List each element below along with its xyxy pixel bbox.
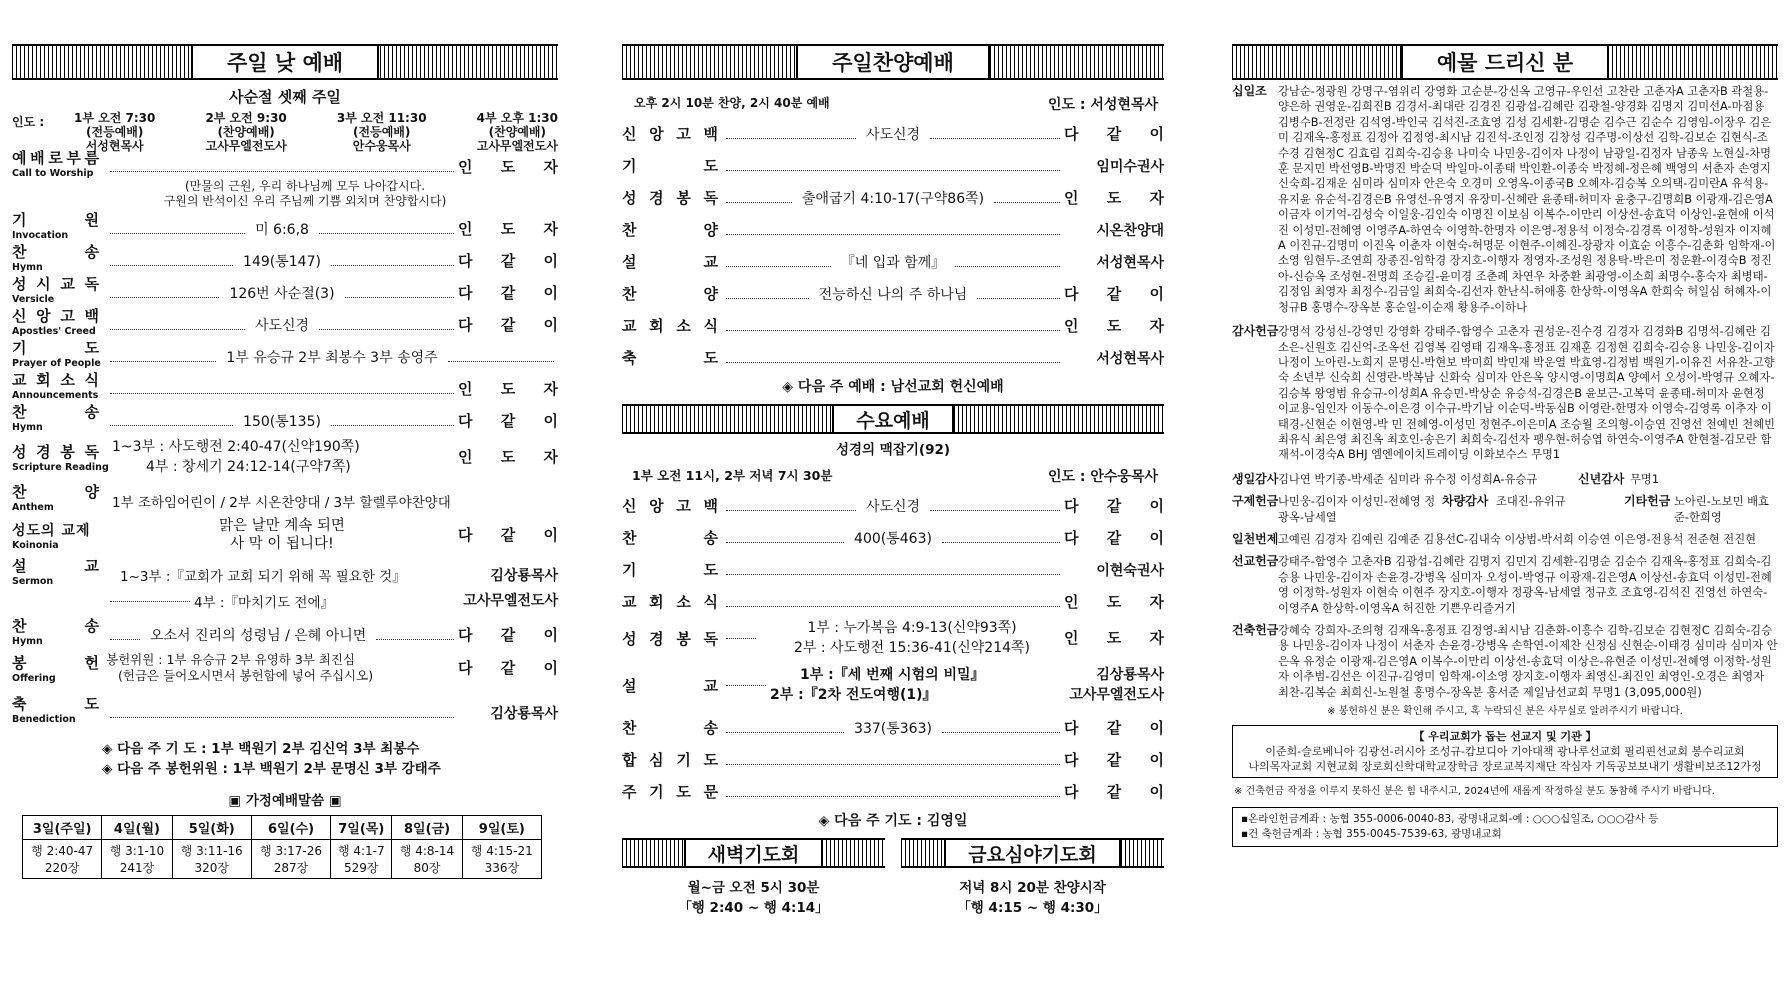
day-header: 7일(목) bbox=[331, 816, 392, 840]
tithe-group: 십일조 강남순-정광원 강명구-염위리 강영화 고순분-강신옥 고영규-우인선 고찬란 고춘자A 고춘자B 곽철용-양은하 권영운-김희진B 김경서-최대란 김경진 김광섭-김혜란 김광철-양경화 김명지 김미선A-마점용 김병수B-전정란 김석영-박인국 김석진-조효영 김성 김세환-김명순 김수근 김순수 김영임-이장우 김은미 김재옥-홍정표 김정아 김정영-최시남 김진석-조인정 김창성 김주명-이상선 김학-김보순 김현식-조수경 김현정C 김효림 김희숙-김승용 나미숙 나민웅-김이자 나정이 남광일-김정자 남종욱 노현실-차명훈 문지민 박선영B-박명진 박순덕 박일마-이종태 박인환-이종숙 박정혜-정은혜 백영의 서춘자 손영지 신숙희-김재운 심미라 심미자 안은숙 오경미 오영옥-이종국B 오혜자-김승복 오의택-김미란A 유석용-유지윤 유순석-김경은B 유영선-유영지 유장미-신혜란 윤종태-허미자 윤충구-김명희B 이광재-김은영A 이금자 이기억-김성숙 이일웅-김인숙 이명진 이보심 이복수-이만리 이상선-송효덕 이상인-윤현애 이석진 이성민-전혜영 이영주A-하연숙 이영학-한명자 이은영-정용석 이정숙-김경록 이정학-성원자 이지혜A 이진규-김명미 이진옥 이춘자 이현숙-허명문 이현주-이혜진-장광자 이효순 이흥수-김춘화 임학재-이소영 임현두-조연희 장종진-임학경 장지호-이행자 정영자-조성원 정용탁-박은미 정운환-이경숙B 정진아-신승옥 조성현-전명희 조승길-윤미경 조춘례 차연우 차중환 최광영-이소희 최명수-홍숙자 최병태-김정임 최영자 최정수-김금일 최희숙-김선자 한난식-허애홍 한상학-이영옥A 한희숙 허일심 허혜자-이청규B 홍명수-장옥분 홍순일-이순재 황용주-이하나 bbox=[1232, 84, 1776, 314]
day-header: 9일(토) bbox=[462, 816, 541, 840]
c1-order-item: 성 시 교 독 Versicle 126번 사순절(3) 다 같 이 bbox=[12, 275, 559, 305]
c2.wed_items-item: 기 도 이현숙권사 bbox=[622, 561, 1164, 579]
day-header: 3일(주일) bbox=[23, 816, 102, 840]
thanks-group: 감사헌금 강명석 강성신-강영민 강영화 강태주-함영수 고춘자 권성운-진수경 김경자 김경화B 김명석-김혜란 김소은-신원호 김신억-조옥선 김영복 김영태 김재옥-홍정표 김재훈 김정현 김희숙-김승용 나민웅-김이자 나정이 노아린-노희지 문명신-박현보 박미희 박민재 박운열 박효영-김정범 백원기-이유진 서유찬-고향숙 소년부 신숙희 신영란-박복남 신화숙 심미자 안은옥 양시영-이명희A 양예서 오성이-박영규 오혜자-김승복 왕영범 유승규-이성희A 유승민-박상순 유승석-김경은B 윤보근-고복덕 윤종태-허미자 윤현정 이교용-임인자 이동수-이은경 이수규-박기남 이순덕-박동심B 이영란-한명자 이영숙-김영록 이추자 이태경-신현순 이현영-박 민 전혜영-이성민 정현주-이은미A 조승월 조의형-이승연 진영선 천예빈 천혜빈 최유식 최은영 최진옥 최호인-송은기 최희숙-김선자 팽우현-허승엽 하연숙-이영주A 한현철-김모란 함재석-이경숙A BHJ 엠엔에이치트레이딩 이화보수스 무명1 bbox=[1232, 324, 1775, 462]
c2.items-item: 교 회 소 식 인 도 자 bbox=[622, 317, 1164, 335]
mission-group: 선교헌금 강태주-함영수 고춘자B 김광섭-김혜란 김명지 김민지 김세환-김명순 김순수 김재옥-홍정표 김희숙-김승용 나민웅-김이자 손윤경-강병옥 심미자 오성이-박영규 이광재-김은영A 이상선-송효덕 이성민-전혜영 이정학-성원자 이현숙 이현주 장지호-이행자 정광옥-남세열 정규호 조효영-김석진 진영선 하연숙-이영주A 한상학-이영옥A 허진한 기쁜우리즐거기 bbox=[1232, 554, 1772, 615]
c2.items-item: 축 도 서성현목사 bbox=[622, 349, 1164, 367]
order-list bbox=[12, 209, 558, 433]
relief-group: 구제헌금 나민웅-김이자 이성민-전혜영 정광옥-남세열 차량감사 조대진-유위규 기타헌금 노아린-노보민 배효준-한희영 bbox=[1232, 494, 1769, 524]
day-header: 8일(금) bbox=[392, 816, 462, 840]
praise-worship-header bbox=[622, 44, 1164, 80]
c1-order-item: 신 앙 고 백 Apostles' Creed 사도신경 다 같 이 bbox=[12, 307, 559, 337]
sunday-worship-column bbox=[12, 44, 558, 879]
build-group: 건축헌금 강혜숙 강희자-조의형 김재옥-홍정표 김정영-최시남 김춘화-이흥수 김학-김보순 김현정C 김희숙-김승용 나민웅-김이자 나정이 서춘자 손윤경-강병옥 손학연-이제찬 신정심 신현순-이태경 심미라 심미자 안은옥 유정순 이광재-김은영A 이복수-이만리 이상선-송효덕 이상은-유현준 이성민-전혜영 이정학-성원자 이추범-김선은 이진규-김영미 임학재-이소영 장지호-이행자 최영신-최진인 최영인-오경은 최영자 최찬-김복순 최희신-노원철 홍명수-장옥분 홍서준 제일남선교회 무명1 (3,095,000원) bbox=[1232, 623, 1778, 699]
day-header: 4일(월) bbox=[102, 816, 172, 840]
family-worship-table bbox=[22, 815, 542, 879]
prayer-meetings bbox=[622, 838, 1164, 918]
offerings-list bbox=[1232, 84, 1778, 719]
c1-order-item: 교 회 소 식 Announcements 인 도 자 bbox=[12, 371, 558, 401]
praise-worship-column bbox=[622, 44, 1164, 918]
wednesday-title: 수요예배 bbox=[832, 406, 953, 432]
day-reading: 행 2:40-47 220장 bbox=[23, 840, 102, 879]
day-reading: 행 3:1-10 241장 bbox=[102, 840, 172, 879]
next-week: ◈ 다음 주 기 도 : 1부 백원기 2부 김신억 3부 최봉수 ◈ 다음 주 봉헌위원 : 1부 백원기 2부 문명신 3부 강태주 bbox=[102, 741, 441, 777]
wednesday-order-list-2 bbox=[622, 708, 1164, 804]
friday-prayer: 금요심야기도회 저녁 8시 20분 찬양시작 「행 4:15 ~ 행 4:30」 bbox=[901, 838, 1164, 918]
day-reading: 행 4:8-14 80장 bbox=[392, 840, 462, 879]
family-worship-title: ▣ 가정예배말씀 ▣ bbox=[228, 793, 342, 809]
day-reading: 행 3:17-26 287장 bbox=[251, 840, 330, 879]
day-reading: 행 4:15-21 336장 bbox=[462, 840, 541, 879]
birth-group: 생일감사 김나연 박기종-박세준 심미라 유수정 이성희A-유승규 신년감사 무명1 bbox=[1232, 471, 1660, 486]
service-2: 2부 오전 9:30 (찬양예배) 고사무엘전도사 bbox=[205, 111, 287, 153]
sunday-worship-header bbox=[12, 44, 558, 80]
order-sermon: 설 교 Sermon 1~3부 :『교회가 교회 되기 위해 꼭 필요한 것』 김상룡목사 bbox=[12, 557, 558, 587]
c2.items-item: 찬 양 시온찬양대 bbox=[622, 221, 1164, 239]
service-1: 1부 오전 7:30 (전등예배) 서성현목사 bbox=[74, 111, 156, 153]
call-text: (만물의 근원, 우리 하나님께 모두 나아갑시다. 구원의 반석이신 우리 주님께 기쁨 외치며 찬양합시다) bbox=[163, 179, 447, 208]
c2.wed_items-item: 찬 송 400(통463) 다 같 이 bbox=[622, 529, 1164, 547]
wednesday-next: ◈ 다음 주 기도 : 김영일 bbox=[818, 813, 968, 829]
order-sermon-4: 4부 :『마치기도 전에』 고사무엘전도사 bbox=[12, 587, 558, 615]
offering-note: ※ 봉헌하신 분은 확인해 주시고, 혹 누락되신 분은 사무실로 알려주시기 바랍니다. bbox=[1327, 706, 1683, 718]
c2.items-item: 성 경 봉 독 출애굽기 4:10-17(구약86쪽) 인 도 자 bbox=[622, 189, 1165, 207]
service-3: 3부 오전 11:30 (전등예배) 안수웅목사 bbox=[336, 111, 427, 153]
wednesday-order-list bbox=[622, 486, 1164, 614]
order-benediction: 축 도 Benediction 김상룡목사 bbox=[12, 695, 558, 725]
order-offering: 봉 헌 Offering 봉헌위원 : 1부 유승규 2부 유영하 3부 최진심 (헌금은 들어오시면서 봉헌함에 넣어 주십시오) 다 같 이 bbox=[12, 652, 558, 684]
c2.wed_items2-item: 주 기 도 문 다 같 이 bbox=[622, 783, 1164, 801]
order-call-to-worship: 예 배 로 부 름 Call to Worship 인 도 자 bbox=[12, 149, 558, 179]
missions-box: 【 우리교회가 돕는 선교지 및 기관 】 이준희-슬로베니아 김광선-러시아 조성규-캄보디아 기아대책 광나루선교회 필리핀선교회 봉수리교회 나의목자교회 지현교회 장로회신학대학교장학금 장로교복지재단 작심자 기독공보보내기 생활비보조12가정 bbox=[1232, 725, 1778, 778]
dawn-prayer: 새벽기도회 월~금 오전 5시 30분 「행 2:40 ~ 행 4:14」 bbox=[622, 838, 885, 918]
day-header: 6일(수) bbox=[251, 816, 330, 840]
c2.wed_items2-item: 찬 송 337(통363) 다 같 이 bbox=[622, 719, 1164, 737]
c1-order-item: 찬 송 Hymn 149(통147) 다 같 이 bbox=[12, 243, 558, 273]
order-koinonia: 성도의 교제 Koinonia 맑은 날만 계속 되면 사 막 이 됩니다! 다 같 이 bbox=[12, 518, 558, 552]
c2.wed_items-item: 교 회 소 식 인 도 자 bbox=[622, 593, 1164, 611]
praise-next: ◈ 다음 주 예배 : 남선교회 헌신예배 bbox=[782, 379, 1004, 395]
offerings-column bbox=[1232, 44, 1778, 847]
order-scripture: 성 경 봉 독 Scripture Reading 1~3부 : 사도행전 2:40-47(신약190쪽) 4부 : 창세기 24:12-14(구약7쪽) 인 도 자 bbox=[12, 439, 558, 475]
c2.wed_items-item: 신 앙 고 백 사도신경 다 같 이 bbox=[622, 497, 1165, 515]
praise-worship-title: 주일찬양예배 bbox=[796, 46, 990, 78]
wednesday-time-row: 1부 오전 11시, 2부 저녁 7시 30분 인도 : 안수웅목사 bbox=[632, 468, 1158, 485]
praise-time-row: 오후 2시 10분 찬양, 2시 40분 예배 인도 : 서성현목사 bbox=[634, 96, 1158, 113]
c1-order-item: 기 도 Prayer of People 1부 유승규 2부 최봉수 3부 송영주 bbox=[12, 337, 558, 369]
wednesday-subtitle: 성경의 맥잡기(92) bbox=[835, 442, 951, 458]
c2.items-item: 신 앙 고 백 사도신경 다 같 이 bbox=[622, 125, 1165, 143]
sunday-worship-title: 주일 낮 예배 bbox=[191, 46, 379, 78]
c1-order-item: 기 원 Invocation 미 6:6,8 인 도 자 bbox=[12, 211, 558, 241]
day-reading: 행 3:11-16 320장 bbox=[172, 840, 251, 879]
order-anthem: 찬 양 Anthem 1부 조하임어린이 / 2부 시온찬양대 / 3부 할렐루야찬양대 bbox=[12, 483, 451, 513]
c1-order-item: 찬 송 Hymn 150(통135) 다 같 이 bbox=[12, 403, 558, 433]
day-reading: 행 4:1-7 529장 bbox=[331, 840, 392, 879]
order-hymn-2: 찬 송 Hymn 오소서 진리의 성령님 / 은혜 아니면 다 같 이 bbox=[12, 617, 558, 647]
c2.items-item: 찬 양 전능하신 나의 주 하나님 다 같 이 bbox=[622, 285, 1164, 303]
account-box: ▪온라인헌금계좌 : 농협 355-0006-0040-83, 광명내교회-예 : ○○○십일조, ○○○감사 등 ▪건 축헌금계좌 : 농협 355-0045-7539-63, 광명내교회 bbox=[1232, 807, 1778, 847]
offerings-header bbox=[1232, 44, 1778, 80]
day-group: 일천번제 고예린 김경자 김예린 김예준 김용선C-김내숙 이상범-박서희 이승연 이은영-전용석 전준현 전진현 bbox=[1232, 531, 1757, 546]
build-note: ※ 건축헌금 작정을 이루지 못하신 분은 힘 내주시고, 2024년에 새롭게 작정하실 분도 동참해 주시기 바랍니다. bbox=[1234, 786, 1715, 798]
wed-scripture: 성 경 봉 독 1부 : 누가복음 4:9-13(신약93쪽) 2부 : 사도행전 15:36-41(신약214쪽) 인 도 자 bbox=[622, 620, 1164, 656]
leader-label: 인도 : bbox=[12, 115, 45, 129]
c2.items-item: 기 도 임미수권사 bbox=[622, 157, 1164, 175]
day-header: 5일(화) bbox=[172, 816, 251, 840]
wednesday-header bbox=[622, 404, 1164, 434]
c2.items-item: 설 교 『네 입과 함께』 서성현목사 bbox=[622, 253, 1164, 271]
wed-sermon: 설 교 1부 :『세 번째 시험의 비밀』 2부 :『2차 전도여행(1)』 김상룡목사 고사무엘전도사 bbox=[622, 667, 1164, 703]
praise-order-list bbox=[622, 114, 1164, 370]
c2.wed_items2-item: 합 심 기 도 다 같 이 bbox=[622, 751, 1164, 769]
sunday-subtitle: 사순절 셋째 주일 bbox=[229, 88, 341, 106]
offerings-title: 예물 드리신 분 bbox=[1401, 46, 1609, 78]
service-4: 4부 오후 1:30 (찬양예배) 고사무엘전도사 bbox=[476, 111, 558, 153]
